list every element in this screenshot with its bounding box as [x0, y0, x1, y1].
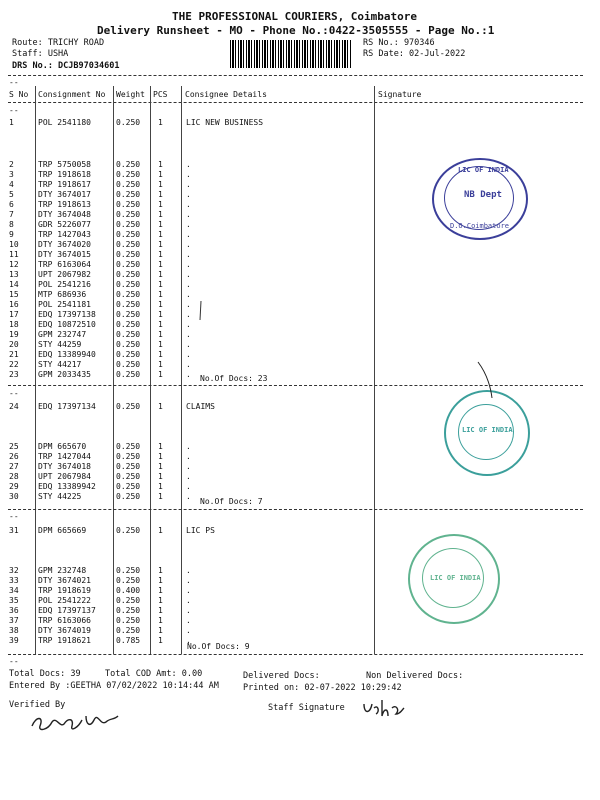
row-pcs: 1	[158, 606, 163, 615]
route-label: Route: TRICHY ROAD	[12, 38, 105, 48]
row-pcs: 1	[158, 566, 163, 575]
row-pcs: 1	[158, 270, 163, 279]
row-sno: 28	[9, 472, 19, 481]
row-sno: 37	[9, 616, 19, 625]
row-weight: 0.250	[116, 330, 141, 339]
row-pcs: 1	[158, 220, 163, 229]
row-sno: 21	[9, 350, 19, 359]
row-consignment: EDQ 10872510	[38, 320, 96, 329]
row-weight: 0.250	[116, 340, 141, 349]
row-consignee: .	[186, 170, 191, 179]
row-consignment: DTY 3674018	[38, 462, 91, 471]
row-consignment: TRP 1918621	[38, 636, 91, 645]
column-divider	[8, 102, 583, 103]
header-divider	[8, 75, 583, 76]
row-sno: 24	[9, 402, 19, 411]
row-consignment: TRP 1918619	[38, 586, 91, 595]
row-consignee: .	[186, 160, 191, 169]
row-pcs: 1	[158, 118, 163, 127]
row-consignee: .	[186, 586, 191, 595]
row-pcs: 1	[158, 230, 163, 239]
row-weight: 0.250	[116, 576, 141, 585]
row-consignment: UPT 2067982	[38, 270, 91, 279]
row-sno: 33	[9, 576, 19, 585]
row-weight: 0.250	[116, 452, 141, 461]
row-pcs: 1	[158, 596, 163, 605]
row-pcs: 1	[158, 180, 163, 189]
row-sno: 7	[9, 210, 14, 219]
row-weight: 0.250	[116, 260, 141, 269]
col-pcs: PCS	[153, 90, 168, 99]
row-sno: 29	[9, 482, 19, 491]
row-consignee: .	[186, 250, 191, 259]
row-consignment: MTP 686936	[38, 290, 87, 299]
row-sno: 23	[9, 370, 19, 379]
row-pcs: 1	[158, 350, 163, 359]
row-pcs: 1	[158, 442, 163, 451]
divider-marks: --	[9, 106, 19, 115]
row-pcs: 1	[158, 402, 163, 411]
row-sno: 13	[9, 270, 19, 279]
row-consignee: .	[186, 576, 191, 585]
staff-signature-label: Staff Signature	[268, 703, 345, 713]
row-consignee: .	[186, 626, 191, 635]
row-pcs: 1	[158, 190, 163, 199]
signature-stroke	[470, 360, 500, 400]
row-consignee: .	[186, 360, 191, 369]
row-consignment: DPM 665670	[38, 442, 87, 451]
row-consignment: GPM 232748	[38, 566, 87, 575]
col-line	[35, 86, 36, 654]
row-weight: 0.250	[116, 606, 141, 615]
rs-number: RS No.: 970346	[363, 38, 435, 48]
row-weight: 0.250	[116, 210, 141, 219]
row-sno: 26	[9, 452, 19, 461]
lic-stamp-3: LIC OF INDIA	[408, 534, 500, 624]
row-consignment: TRP 6163064	[38, 260, 91, 269]
row-consignment: POL 2541181	[38, 300, 91, 309]
row-weight: 0.250	[116, 190, 141, 199]
delivered-docs: Delivered Docs:	[243, 671, 320, 681]
row-weight: 0.250	[116, 220, 141, 229]
row-sno: 12	[9, 260, 19, 269]
row-weight: 0.250	[116, 402, 141, 411]
col-consignee: Consignee Details	[185, 90, 267, 99]
row-sno: 19	[9, 330, 19, 339]
col-line	[113, 86, 114, 654]
row-consignee: .	[186, 442, 191, 451]
row-weight: 0.250	[116, 370, 141, 379]
row-sno: 11	[9, 250, 19, 259]
group-1-docs: No.Of Docs: 23	[200, 374, 268, 383]
row-weight: 0.250	[116, 360, 141, 369]
lic-stamp-2: LIC OF INDIA	[444, 390, 530, 476]
row-sno: 2	[9, 160, 14, 169]
row-weight: 0.250	[116, 320, 141, 329]
row-consignment: POL 2541180	[38, 118, 91, 127]
row-consignee: .	[186, 566, 191, 575]
row-weight: 0.250	[116, 492, 141, 501]
row-sno: 36	[9, 606, 19, 615]
row-weight: 0.250	[116, 472, 141, 481]
row-pcs: 1	[158, 240, 163, 249]
row-consignment: DTY 3674017	[38, 190, 91, 199]
row-weight: 0.250	[116, 250, 141, 259]
pen-mark	[196, 300, 206, 322]
barcode-image	[230, 40, 352, 68]
row-consignment: DTY 3674021	[38, 576, 91, 585]
row-weight: 0.250	[116, 526, 141, 535]
row-consignment: GDR 5226077	[38, 220, 91, 229]
row-consignment: DTY 3674048	[38, 210, 91, 219]
row-sno: 10	[9, 240, 19, 249]
row-consignee: .	[186, 482, 191, 491]
row-consignment: TRP 6163066	[38, 616, 91, 625]
row-sno: 34	[9, 586, 19, 595]
row-weight: 0.250	[116, 280, 141, 289]
row-weight: 0.250	[116, 230, 141, 239]
row-weight: 0.250	[116, 300, 141, 309]
row-consignee: .	[186, 270, 191, 279]
row-consignment: TRP 1427043	[38, 230, 91, 239]
row-sno: 18	[9, 320, 19, 329]
row-consignee: .	[186, 260, 191, 269]
row-consignment: STY 44217	[38, 360, 82, 369]
row-sno: 27	[9, 462, 19, 471]
row-pcs: 1	[158, 370, 163, 379]
row-consignee: .	[186, 240, 191, 249]
row-consignment: UPT 2067984	[38, 472, 91, 481]
row-consignee: .	[186, 300, 191, 309]
row-pcs: 1	[158, 290, 163, 299]
total-cod: Total COD Amt: 0.00	[105, 669, 203, 679]
row-pcs: 1	[158, 330, 163, 339]
row-consignee: .	[186, 310, 191, 319]
row-consignment: DTY 3674020	[38, 240, 91, 249]
row-sno: 15	[9, 290, 19, 299]
row-pcs: 1	[158, 462, 163, 471]
row-consignment: TRP 1918613	[38, 200, 91, 209]
row-weight: 0.250	[116, 270, 141, 279]
row-weight: 0.250	[116, 180, 141, 189]
row-pcs: 1	[158, 280, 163, 289]
row-weight: 0.400	[116, 586, 141, 595]
row-weight: 0.785	[116, 636, 141, 645]
row-weight: 0.250	[116, 482, 141, 491]
row-sno: 38	[9, 626, 19, 635]
row-pcs: 1	[158, 636, 163, 645]
drs-number: DRS No.: DCJB97034601	[12, 61, 120, 71]
row-sno: 39	[9, 636, 19, 645]
col-line	[181, 86, 182, 654]
row-pcs: 1	[158, 482, 163, 491]
row-weight: 0.250	[116, 462, 141, 471]
row-sno: 32	[9, 566, 19, 575]
row-pcs: 1	[158, 200, 163, 209]
row-sno: 35	[9, 596, 19, 605]
row-consignee: .	[186, 330, 191, 339]
row-weight: 0.250	[116, 170, 141, 179]
row-pcs: 1	[158, 626, 163, 635]
runsheet-subtitle: Delivery Runsheet - MO - Phone No.:0422-3505555 - Page No.:1	[97, 24, 495, 37]
row-pcs: 1	[158, 452, 163, 461]
company-title: THE PROFESSIONAL COURIERS, Coimbatore	[172, 10, 418, 23]
group-2-docs: No.Of Docs: 7	[200, 497, 263, 506]
row-consignment: EDQ 13389942	[38, 482, 96, 491]
row-weight: 0.250	[116, 626, 141, 635]
row-weight: 0.250	[116, 310, 141, 319]
divider-marks: --	[9, 389, 19, 398]
row-consignee: .	[186, 636, 191, 645]
row-consignment: POL 2541216	[38, 280, 91, 289]
row-consignment: STY 44225	[38, 492, 82, 501]
entered-by: Entered By :GEETHA 07/02/2022 10:14:44 AM	[9, 681, 219, 691]
row-sno: 31	[9, 526, 19, 535]
row-consignee: .	[186, 320, 191, 329]
row-consignee: .	[186, 200, 191, 209]
row-weight: 0.250	[116, 160, 141, 169]
row-consignee: .	[186, 210, 191, 219]
row-consignee: .	[186, 616, 191, 625]
divider-marks: --	[9, 657, 19, 666]
row-sno: 3	[9, 170, 14, 179]
row-consignee: .	[186, 462, 191, 471]
row-pcs: 1	[158, 320, 163, 329]
row-pcs: 1	[158, 340, 163, 349]
row-consignment: STY 44259	[38, 340, 82, 349]
row-consignment: POL 2541222	[38, 596, 91, 605]
divider-marks: --	[9, 78, 19, 87]
row-pcs: 1	[158, 472, 163, 481]
row-pcs: 1	[158, 260, 163, 269]
col-signature: Signature	[378, 90, 422, 99]
row-weight: 0.250	[116, 240, 141, 249]
row-pcs: 1	[158, 576, 163, 585]
row-consignee: .	[186, 492, 191, 501]
col-line	[150, 86, 151, 654]
row-consignee: .	[186, 606, 191, 615]
row-sno: 25	[9, 442, 19, 451]
row-consignment: DPM 665669	[38, 526, 87, 535]
row-sno: 4	[9, 180, 14, 189]
row-consignment: TRP 1918617	[38, 180, 91, 189]
row-consignee: .	[186, 190, 191, 199]
row-pcs: 1	[158, 526, 163, 535]
row-consignee: .	[186, 220, 191, 229]
row-sno: 5	[9, 190, 14, 199]
row-consignee: .	[186, 180, 191, 189]
row-consignment: EDQ 17397138	[38, 310, 96, 319]
rs-date: RS Date: 02-Jul-2022	[363, 49, 466, 59]
row-consignment: DTY 3674019	[38, 626, 91, 635]
row-consignment: GPM 232747	[38, 330, 87, 339]
row-consignment: DTY 3674015	[38, 250, 91, 259]
printed-on: Printed on: 02-07-2022 10:29:42	[243, 683, 402, 693]
row-sno: 9	[9, 230, 14, 239]
lic-nb-dept-stamp: LIC OF INDIA NB Dept D.O.Coimbatore	[432, 158, 528, 240]
row-sno: 6	[9, 200, 14, 209]
row-consignee: .	[186, 230, 191, 239]
row-pcs: 1	[158, 586, 163, 595]
row-consignment: TRP 1427044	[38, 452, 91, 461]
group-divider	[8, 509, 583, 510]
row-pcs: 1	[158, 170, 163, 179]
row-weight: 0.250	[116, 442, 141, 451]
col-weight: Weight	[116, 90, 145, 99]
row-pcs: 1	[158, 210, 163, 219]
row-pcs: 1	[158, 300, 163, 309]
divider-marks: --	[9, 512, 19, 521]
row-consignee: .	[186, 596, 191, 605]
row-pcs: 1	[158, 616, 163, 625]
row-consignee: CLAIMS	[186, 402, 215, 411]
row-sno: 14	[9, 280, 19, 289]
col-sno: S No	[9, 90, 29, 99]
row-consignee: .	[186, 290, 191, 299]
col-consignment: Consignment No	[38, 90, 106, 99]
row-consignment: GPM 2033435	[38, 370, 91, 379]
row-consignment: EDQ 17397134	[38, 402, 96, 411]
row-sno: 20	[9, 340, 19, 349]
row-sno: 22	[9, 360, 19, 369]
row-sno: 1	[9, 118, 14, 127]
row-pcs: 1	[158, 492, 163, 501]
row-consignee: .	[186, 452, 191, 461]
row-sno: 30	[9, 492, 19, 501]
row-weight: 0.250	[116, 350, 141, 359]
row-consignment: TRP 1918618	[38, 170, 91, 179]
row-consignee: .	[186, 340, 191, 349]
row-consignee: .	[186, 370, 191, 379]
group-3-docs: No.Of Docs: 9	[187, 642, 250, 651]
row-weight: 0.250	[116, 566, 141, 575]
row-pcs: 1	[158, 250, 163, 259]
row-consignee: LIC PS	[186, 526, 215, 535]
row-pcs: 1	[158, 310, 163, 319]
verified-by-label: Verified By	[9, 700, 66, 710]
row-weight: 0.250	[116, 118, 141, 127]
row-pcs: 1	[158, 360, 163, 369]
row-consignee: .	[186, 472, 191, 481]
row-weight: 0.250	[116, 616, 141, 625]
col-line	[374, 86, 375, 654]
row-consignment: EDQ 17397137	[38, 606, 96, 615]
row-weight: 0.250	[116, 200, 141, 209]
row-consignment: EDQ 13389940	[38, 350, 96, 359]
row-consignee: .	[186, 350, 191, 359]
row-consignee: LIC NEW BUSINESS	[186, 118, 264, 127]
verified-signature	[28, 706, 128, 736]
row-sno: 16	[9, 300, 19, 309]
row-sno: 17	[9, 310, 19, 319]
row-pcs: 1	[158, 160, 163, 169]
row-consignee: .	[186, 280, 191, 289]
group-divider	[8, 654, 583, 655]
total-docs: Total Docs: 39	[9, 669, 81, 679]
row-weight: 0.250	[116, 290, 141, 299]
row-sno: 8	[9, 220, 14, 229]
staff-signature	[360, 696, 410, 722]
non-delivered-docs: Non Delivered Docs:	[366, 671, 464, 681]
row-weight: 0.250	[116, 596, 141, 605]
staff-label: Staff: USHA	[12, 49, 69, 59]
row-consignment: TRP 5750058	[38, 160, 91, 169]
